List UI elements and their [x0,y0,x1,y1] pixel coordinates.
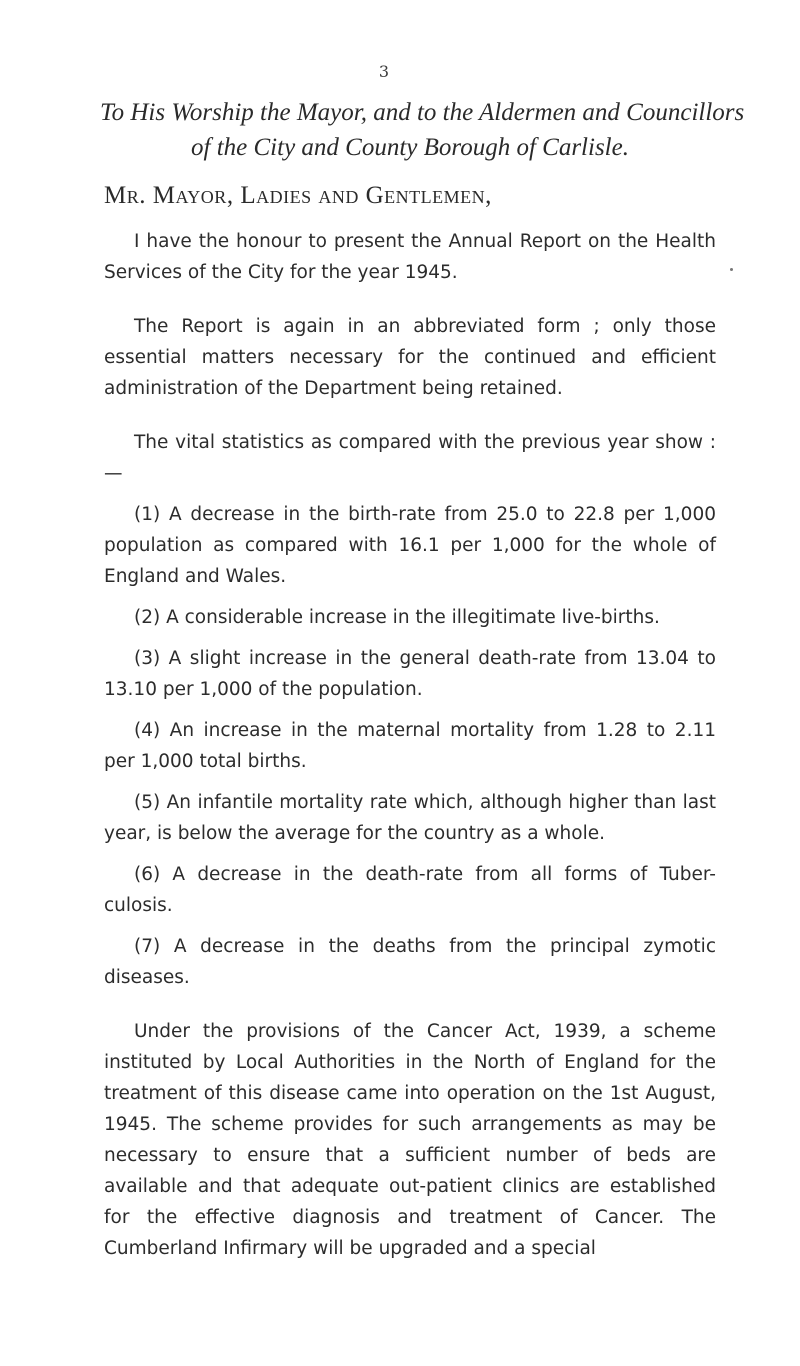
list-item: (2) A considerable increase in the illegitimate live-births. [134,607,660,628]
address-line-1: To His Worship the Mayor, and to the Aldermen and Councillors [100,99,745,126]
report-body [104,226,716,1287]
list-item: (5) An infantile mortality rate which, although higher than last year, is below the average for the country as a whole. [104,792,716,844]
salutation: Mr. Mayor, Ladies and Gentlemen, [104,182,492,209]
paragraph-report-form: The Report is again in an abbreviated form ; only those essential matters necessary for the continued and efficient administration of the Department being retained. [104,316,716,399]
list-item: (1) A decrease in the birth-rate from 25.0 to 22.8 per 1,000 population as compared with 16.1 per 1,000 for the whole of England and Wales. [104,504,716,587]
paragraph-vital-statistics: The vital statistics as compared with the previous year show :— [104,432,716,484]
paragraph-cancer-act: Under the provisions of the Cancer Act, 1939, a scheme instituted by Local Authorities in the North of England for the treatment of this disease came into operation on the 1st August, 1945. The scheme provides for such arrangements as may be necessary to ensure that a sufficient number of beds are available and that adequate out-patient clinics are established for the effective diagnosis and treatment of Cancer. The Cumberland Infirmary will be upgraded and a special [104,1021,716,1259]
margin-mark [730,268,733,271]
list-item: (4) An increase in the maternal mortality from 1.28 to 2.11 per 1,000 total births. [104,720,716,772]
paragraph-intro: I have the honour to present the Annual Report on the Health Services of the City for the year 1945. [104,231,716,283]
list-item: (7) A decrease in the deaths from the principal zymotic diseases. [104,936,716,988]
list-item: (3) A slight increase in the general death-rate from 13.04 to 13.10 per 1,000 of the population. [104,648,716,700]
list-item: (6) A decrease in the death-rate from all forms of Tuber-culosis. [104,864,716,916]
page-number: 3 [378,62,390,81]
address-line-2: of the City and County Borough of Carlisle. [191,134,629,161]
address-heading [100,95,745,165]
